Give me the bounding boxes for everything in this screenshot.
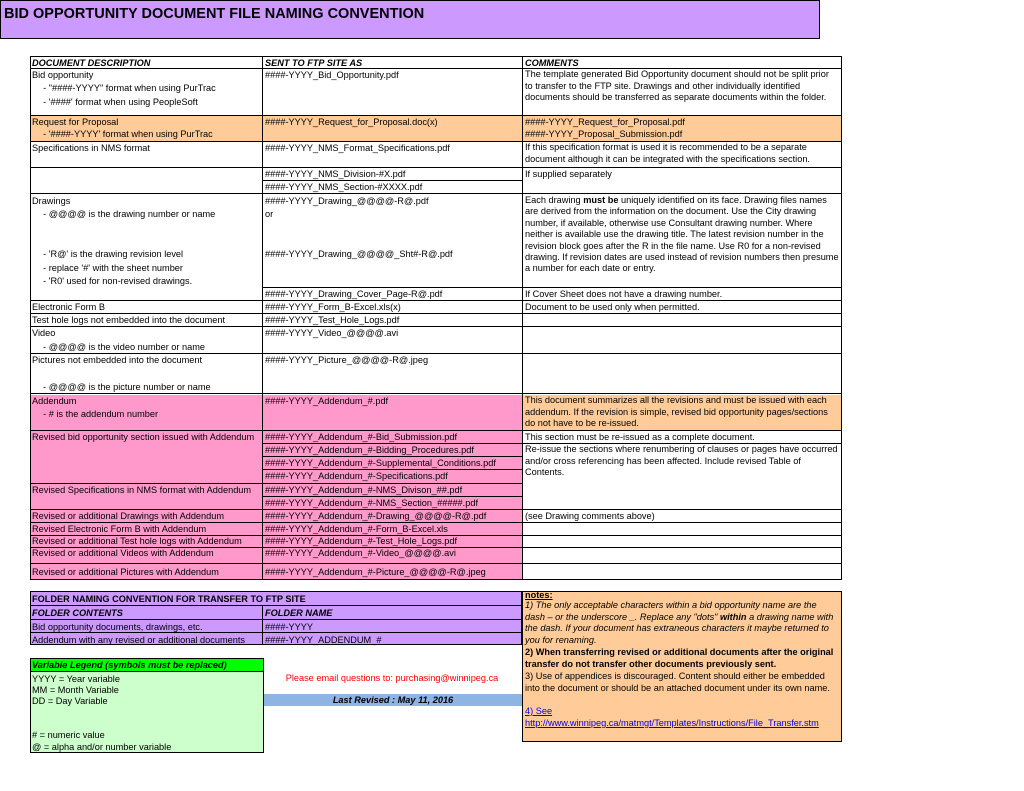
rbo-ftp-1: ####-YYYY_Addendum_#-Bid_Submission.pdf — [265, 432, 458, 442]
rfp-desc: Request for Proposal — [32, 117, 119, 127]
file-transfer-link[interactable]: http://www.winnipeg.ca/matmgt/Templates/Instructions/File_Transfer.stm — [525, 718, 819, 728]
addendum-comment: This document summarizes all the revisions and must be issued with each addendum. If the revision is simple, revised bid opportunity pages/sections do not have to be re-issued. — [525, 395, 828, 428]
formb-desc: Electronic Form B — [32, 302, 106, 312]
legend-dd: DD = Day Variable — [32, 696, 108, 706]
drawings-ftp: ####-YYYY_Drawing_@@@@-R@.pdf — [265, 196, 429, 206]
rbo-desc: Revised bid opportunity section issued with Addendum — [32, 432, 255, 442]
folder-row1-contents: Bid opportunity documents, drawings, etc. — [32, 622, 203, 632]
bid-ftp: ####-YYYY_Bid_Opportunity.pdf — [265, 70, 399, 80]
legend-title: Variable Legend (symbols must be replaced) — [32, 660, 227, 670]
rnms-ftp-2: ####-YYYY_Addendum_#-NMS_Section_#####.pdf — [265, 498, 478, 508]
drawings-desc-sheet: - replace '#' with the sheet number — [38, 263, 183, 273]
rbo-ftp-3: ####-YYYY_Addendum_#-Supplemental_Conditions.pdf — [265, 458, 496, 468]
page-title: BID OPPORTUNITY DOCUMENT FILE NAMING CONVENTION — [0, 0, 820, 39]
addendum-desc: Addendum — [32, 396, 77, 406]
bid-desc-peoplesoft: - '####' format when using PeopleSoft — [38, 97, 198, 107]
folder-row1-name: ####-YYYY — [265, 622, 314, 632]
legend-at: @ = alpha and/or number variable — [32, 742, 172, 752]
last-revised: Last Revised : May 11, 2016 — [264, 694, 522, 706]
video-ftp: ####-YYYY_Video_@@@@.avi — [265, 328, 399, 338]
drawings-desc-r0: - 'R0' used for non-revised drawings. — [38, 276, 193, 286]
rpic-ftp: ####-YYYY_Addendum_#-Picture_@@@@-R@.jpeg — [265, 567, 486, 577]
pictures-ftp: ####-YYYY_Picture_@@@@-R@.jpeg — [265, 355, 429, 365]
video-desc: Video — [32, 328, 56, 338]
folder-row2-contents: Addendum with any revised or additional documents — [32, 635, 245, 645]
hole-ftp: ####-YYYY_Test_Hole_Logs.pdf — [265, 315, 400, 325]
folder-row2-name: ####-YYYY_ADDENDUM_# — [265, 635, 382, 645]
rhole-desc: Revised or additional Test hole logs with Addendum — [32, 536, 242, 546]
rbo-ftp-4: ####-YYYY_Addendum_#-Specifications.pdf — [265, 471, 448, 481]
rfp-ftp: ####-YYYY_Request_for_Proposal.doc(x) — [265, 117, 438, 127]
rnms-desc: Revised Specifications in NMS format with Addendum — [32, 485, 252, 495]
nms-division-ftp: ####-YYYY_NMS_Division-#X.pdf — [265, 169, 406, 179]
spec-ftp: ####-YYYY_NMS_Format_Specifications.pdf — [265, 143, 450, 153]
spec-desc: Specifications in NMS format — [32, 143, 150, 153]
rbo-ftp-2: ####-YYYY_Addendum_#-Bidding_Procedures.pdf — [265, 445, 474, 455]
bid-desc-purtrac: - "####-YYYY" format when using PurTrac — [38, 83, 216, 93]
spec-comment: If this specification format is used it is recommended to be a separate document although it can be integrated with the specifications section. — [525, 142, 810, 164]
cover-ftp: ####-YYYY_Drawing_Cover_Page-R@.pdf — [265, 289, 443, 299]
bid-desc: Bid opportunity — [32, 70, 94, 80]
bid-comment: The template generated Bid Opportunity document should not be split prior to transfer to the FTP site. Drawings and other individually identified documents should be transferred as separate documents within the folder. — [525, 69, 829, 103]
header-description: DOCUMENT DESCRIPTION — [32, 58, 151, 68]
drawings-desc-revision: - 'R@' is the drawing revision level — [38, 249, 184, 259]
rvid-ftp: ####-YYYY_Addendum_#-Video_@@@@.avi — [265, 548, 456, 558]
note-1: 1) The only acceptable characters within a bid opportunity name are the dash – or the underscore _. Replace any "dots" within a drawing name with the dash. If your document has extraneous characters it maybe returned to you for renaming. — [525, 600, 834, 645]
cover-comment: If Cover Sheet does not have a drawing number. — [525, 289, 723, 299]
rdrw-ftp: ####-YYYY_Addendum_#-Drawing_@@@@-R@.pdf — [265, 511, 487, 521]
header-comments: COMMENTS — [525, 58, 579, 68]
formb-comment: Document to be used only when permitted. — [525, 302, 700, 312]
rdrw-desc: Revised or additional Drawings with Addendum — [32, 511, 225, 521]
note-4[interactable]: 4) See — [525, 706, 553, 716]
pictures-desc: Pictures not embedded into the document — [32, 355, 203, 365]
rfb-ftp: ####-YYYY_Addendum_#-Form_B-Excel.xls — [265, 524, 448, 534]
drawings-desc-number: - @@@@ is the drawing number or name — [38, 209, 216, 219]
note-3: 3) Use of appendices is discouraged. Content should either be embedded into the document or should be an attached document under its own name. — [525, 671, 830, 693]
nms-section-ftp: ####-YYYY_NMS_Section-#XXXX.pdf — [265, 182, 423, 192]
addendum-ftp: ####-YYYY_Addendum_#.pdf — [265, 396, 389, 406]
legend-mm: MM = Month Variable — [32, 685, 119, 695]
rdrw-comment: (see Drawing comments above) — [525, 511, 655, 521]
rfb-desc: Revised Electronic Form B with Addendum — [32, 524, 207, 534]
formb-ftp: ####-YYYY_Form_B-Excel.xls(x) — [265, 302, 401, 312]
rfp-desc-format: - '####-YYYY' format when using PurTrac — [38, 129, 213, 139]
pictures-desc-number: - @@@@ is the picture number or name — [38, 382, 211, 392]
drawings-ftp-sheet: ####-YYYY_Drawing_@@@@_Sht#-R@.pdf — [265, 249, 453, 259]
drawings-desc: Drawings — [32, 196, 71, 206]
note-2: 2) When transferring revised or additional documents after the original transfer do not transfer other documents previously sent. — [525, 647, 834, 669]
rfp-comment-2: ####-YYYY_Proposal_Submission.pdf — [525, 129, 683, 139]
video-desc-number: - @@@@ is the video number or name — [38, 342, 206, 352]
rfp-comment-1: ####-YYYY_Request_for_Proposal.pdf — [525, 117, 685, 127]
folder-header-contents: FOLDER CONTENTS — [32, 608, 123, 618]
legend-yyyy: YYYY = Year variable — [32, 674, 120, 684]
drawings-ftp-or: or — [265, 209, 274, 219]
legend-hash: # = numeric value — [32, 730, 105, 740]
hole-desc: Test hole logs not embedded into the document — [32, 315, 226, 325]
rpic-desc: Revised or additional Pictures with Addendum — [32, 567, 219, 577]
folder-title: FOLDER NAMING CONVENTION FOR TRANSFER TO FTP SITE — [32, 594, 306, 604]
header-ftp: SENT TO FTP SITE AS — [265, 58, 363, 68]
nms-comment: If supplied separately — [525, 169, 612, 179]
rhole-ftp: ####-YYYY_Addendum_#-Test_Hole_Logs.pdf — [265, 536, 458, 546]
rvid-desc: Revised or additional Videos with Addendum — [32, 548, 214, 558]
rbo-comment-2: Re-issue the sections where renumbering of clauses or pages have occurred and/or cross referencing has been affected. Include revised Table of Contents. — [525, 444, 838, 478]
drawings-comment: Each drawing must be uniquely identified on its face. Drawing files names are derived from the information on the document. Use the City drawing number, if available, otherwise use Consultant drawing number. Where neither is available use the drawing title. The latest revision number in the revision block goes after the R in the file name. Use R0 for a non-revised drawing. If revision dates are used instead of revision numbers then presume a number for each date or entry. — [525, 195, 839, 274]
rnms-ftp-1: ####-YYYY_Addendum_#-NMS_Divison_##.pdf — [265, 485, 463, 495]
notes-title: notes: — [525, 590, 553, 600]
rbo-comment-1: This section must be re-issued as a complete document. — [525, 432, 755, 442]
addendum-desc-number: - # is the addendum number — [38, 409, 159, 419]
folder-header-name: FOLDER NAME — [265, 608, 333, 618]
email-note: Please email questions to: purchasing@winnipeg.ca — [285, 673, 499, 683]
